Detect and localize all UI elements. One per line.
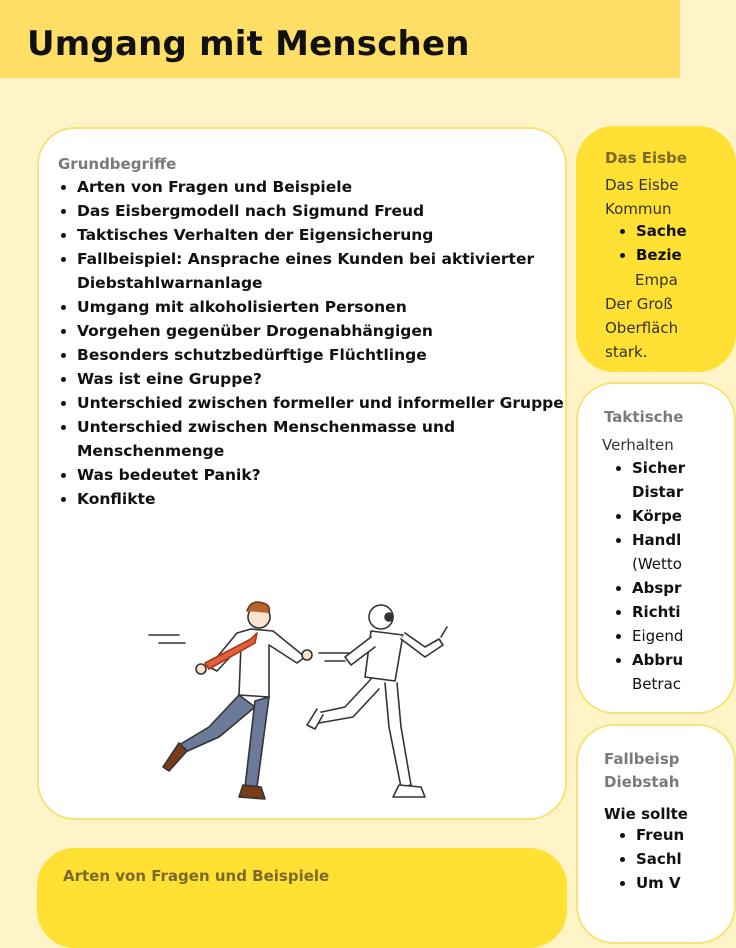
arten-card	[37, 848, 567, 948]
fallbeispiel-question: Wie sollte	[604, 805, 688, 823]
fallbeispiel-item: • Freun	[636, 823, 684, 847]
taktisch-item: Betrac	[632, 675, 682, 693]
eisberg-item: • Bezie	[636, 243, 687, 267]
eisberg-title: Das Eisbe	[605, 149, 687, 167]
taktisch-item: • Sicher	[632, 456, 685, 480]
grundbegriffe-title: Grundbegriffe	[58, 155, 177, 173]
eisberg-line5: stark.	[605, 343, 648, 361]
grundbegriffe-item: • Fallbeispiel: Ansprache eines Kunden bei aktivierter Diebstahlwarnanlage	[77, 247, 597, 295]
grundbegriffe-item: • Was ist eine Gruppe?	[77, 367, 597, 391]
eisberg-item: • Sache	[636, 219, 687, 243]
taktisch-item: • Handl	[632, 528, 685, 552]
grundbegriffe-item: • Vorgehen gegenüber Drogenabhängigen	[77, 319, 597, 343]
eisberg-line3: Der Groß	[605, 295, 673, 313]
grundbegriffe-item: • Unterschied zwischen formeller und informeller Gruppe	[77, 391, 597, 415]
taktisch-item: • Eigend	[632, 624, 685, 648]
taktisch-item: • Abbru	[632, 648, 685, 672]
grundbegriffe-item: • Konflikte	[77, 487, 597, 511]
page-header	[0, 0, 680, 78]
grundbegriffe-item: • Arten von Fragen und Beispiele	[77, 175, 597, 199]
fallbeispiel-item: • Sachl	[636, 847, 684, 871]
taktisch-item: Distar	[632, 483, 684, 501]
grundbegriffe-item: • Das Eisbergmodell nach Sigmund Freud	[77, 199, 597, 223]
taktisch-intro: Verhalten	[602, 436, 674, 454]
grundbegriffe-item: • Taktisches Verhalten der Eigensicherung	[77, 223, 597, 247]
taktisch-card	[576, 382, 736, 714]
grundbegriffe-item: • Was bedeutet Panik?	[77, 463, 597, 487]
page-title: Umgang mit Menschen	[27, 24, 470, 64]
fallbeispiel-list	[606, 823, 684, 895]
arten-title: Arten von Fragen und Beispiele	[63, 867, 330, 885]
grundbegriffe-item: • Besonders schutzbedürftige Flüchtlinge	[77, 343, 597, 367]
grundbegriffe-list	[39, 175, 597, 511]
grundbegriffe-item: • Umgang mit alkoholisierten Personen	[77, 295, 597, 319]
taktisch-item: (Wetto	[632, 555, 682, 573]
eisberg-card	[576, 126, 736, 372]
eisberg-line1: Das Eisbe	[605, 176, 679, 194]
taktisch-list	[602, 456, 685, 696]
fallbeispiel-title-1: Fallbeisp	[604, 750, 680, 768]
eisberg-line4: Oberfläch	[605, 319, 679, 337]
eisberg-list	[606, 219, 687, 267]
fallbeispiel-title-2: Diebstah	[604, 773, 680, 791]
taktisch-item: • Richti	[632, 600, 685, 624]
fallbeispiel-card	[576, 724, 736, 944]
eisberg-line2: Kommun	[605, 200, 672, 218]
grundbegriffe-card	[37, 127, 567, 820]
fallbeispiel-item: • Um V	[636, 871, 684, 895]
taktisch-item: • Körpe	[632, 504, 685, 528]
taktisch-title: Taktische	[604, 408, 684, 426]
eisberg-cont: Empa	[635, 271, 678, 289]
grundbegriffe-item: • Unterschied zwischen Menschenmasse und Menschenmenge	[77, 415, 597, 463]
man-vs-robot-illustration	[139, 597, 519, 827]
taktisch-item: • Abspr	[632, 576, 685, 600]
